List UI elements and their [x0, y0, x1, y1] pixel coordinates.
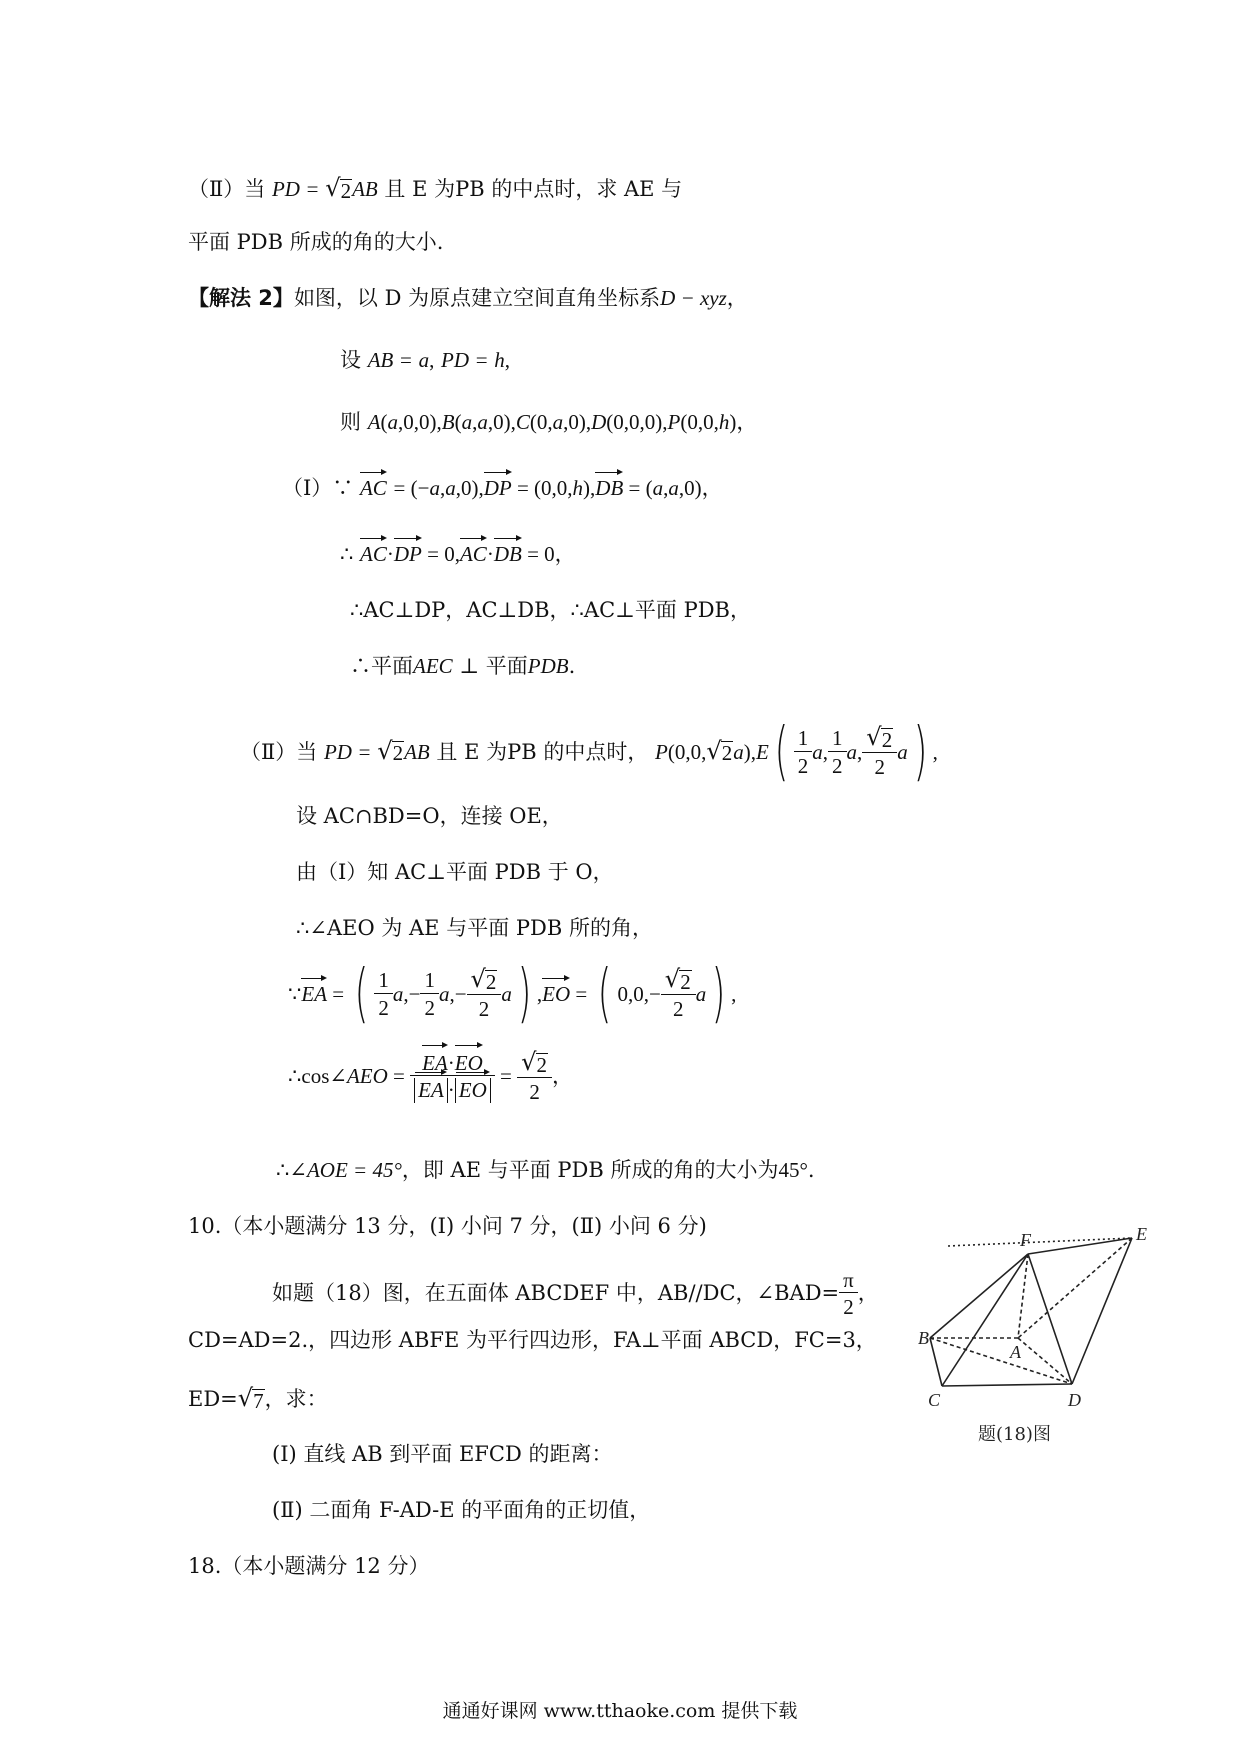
method2-label: 【解法 2】 — [188, 286, 294, 310]
problem10-header: 10.（本小题满分 13 分，(I) 小问 7 分，(Ⅱ) 小问 6 分) — [188, 1214, 707, 1238]
label-f: F — [1020, 1230, 1031, 1250]
method2-set: 设 AB = a, PD = h, — [340, 348, 510, 372]
method2-intro: 【解法 2】如图，以 D 为原点建立空间直角坐标系D − xyz， — [188, 286, 748, 310]
part2-line3: ∴∠AEO 为 AE 与平面 PDB 所的角， — [296, 916, 653, 940]
problem10-q1: (I) 直线 AB 到平面 EFCD 的距离： — [272, 1442, 613, 1466]
part1-dot-products: ∴ AC·DP = 0,AC·DB = 0， — [340, 542, 576, 566]
part2-conclusion: ∴∠AOE = 45°，即 AE 与平面 PDB 所成的角的大小为45°. — [276, 1158, 815, 1182]
method2-points: 则 A(a,0,0),B(a,a,0),C(0,a,0),D(0,0,0),P(0,0,h)， — [340, 410, 758, 434]
part2-line2: 由（Ⅰ）知 AC⊥平面 PDB 于 O， — [296, 860, 614, 884]
problem10-q2: (Ⅱ) 二面角 F-AD-E 的平面角的正切值， — [272, 1498, 651, 1522]
part2-line1: 设 AC∩BD=O，连接 OE， — [296, 804, 563, 828]
part2-question-line1: （Ⅱ）当 PD = √ 2 AB 且 E 为PB 的中点时，求 AE 与 — [188, 174, 683, 203]
pentahedron-figure — [920, 1218, 1160, 1448]
problem10-line1: 如题（18）图，在五面体 ABCDEF 中，AB//DC，∠BAD= $\frac{\pi}{2}$ ， — [272, 1268, 879, 1320]
problem18-header: 18.（本小题满分 12 分） — [188, 1554, 430, 1578]
label-b: B — [918, 1328, 929, 1348]
page-footer: 通通好课网 www.tthaoke.com 提供下载 — [442, 1700, 798, 1722]
figure-caption: 题(18)图 — [978, 1424, 1051, 1445]
part2-question-line2: 平面 PDB 所成的角的大小. — [188, 230, 444, 254]
part1-vectors: （Ⅰ）∵ AC = (−a,a,0),DP = (0,0,h),DB = (a,a,0)， — [282, 476, 723, 500]
part2-coords: （Ⅱ）当 PD = √ 2 AB 且 E 为PB 的中点时， P (0,0, √ 2 a ), E ( $\frac{1}{2}$ a , $\frac{1}{2}$ a , √ 2 2 a ) , — [240, 715, 938, 789]
part1-plane-perp: ∴平面AEC ⊥ 平面PDB. — [350, 654, 576, 678]
label-a: A — [1010, 1342, 1021, 1362]
part2-vectors-ea-eo: ∵ EA = ( $\frac{1}{2}$ a ,− $\frac{1}{2}$ a ,− √ 2 2 a ) , EO = ( 0,0,− √ 2 2 a ) , — [288, 957, 737, 1031]
problem10-line3: ED= √ 7 ，求： — [188, 1384, 328, 1413]
pentahedron-diagram — [920, 1218, 1160, 1448]
label-e: E — [1136, 1224, 1147, 1244]
problem10-line2: CD=AD=2.，四边形 ABFE 为平行四边形，FA⊥平面 ABCD，FC=3， — [188, 1328, 877, 1352]
part2-cosine: ∴ cos∠ AEO = $\frac{EA\cdot EO}{EA \cdot EO}$ = √ 2 2 ， — [288, 1048, 574, 1104]
label-c: C — [928, 1390, 941, 1410]
label-d: D — [1068, 1390, 1081, 1410]
part1-perp: ∴AC⊥DP，AC⊥DB，∴AC⊥平面 PDB， — [350, 598, 751, 622]
